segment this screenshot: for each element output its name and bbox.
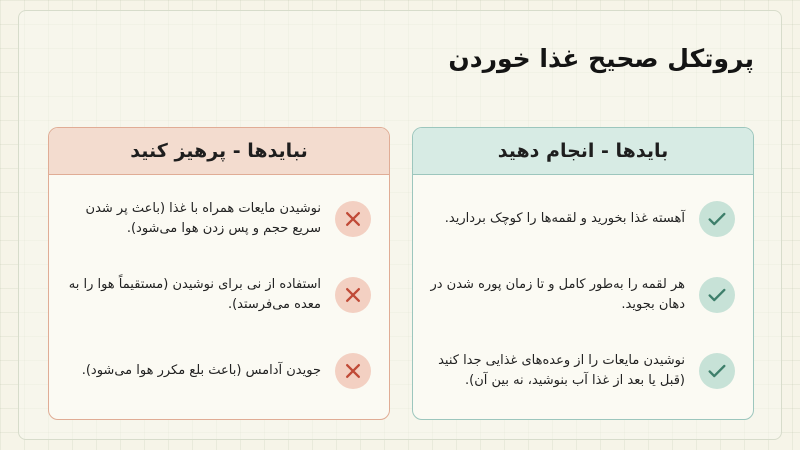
donts-item <box>63 274 371 316</box>
dos-item <box>427 198 735 240</box>
check-icon <box>699 201 735 237</box>
check-icon <box>699 353 735 389</box>
dos-item-text: نوشیدن مایعات را از وعده‌های غذایی جدا کنید (قبل یا بعد از غذا آب بنوشید، نه بین آن). <box>438 353 685 388</box>
dos-item <box>427 350 735 392</box>
page-title: پروتکل صحیح غذا خوردن <box>448 44 754 73</box>
donts-panel-header: نبایدها - پرهیز کنید <box>49 128 389 175</box>
dos-item <box>427 274 735 316</box>
dos-panel-header: بایدها - انجام دهید <box>413 128 753 175</box>
donts-item <box>63 198 371 240</box>
x-icon <box>335 277 371 313</box>
dos-item-text: آهسته غذا بخورید و لقمه‌ها را کوچک بردارید. <box>444 211 685 226</box>
dos-list <box>413 175 753 392</box>
x-icon <box>335 353 371 389</box>
dos-panel <box>412 127 754 420</box>
donts-item-text: استفاده از نی برای نوشیدن (مستقیماً هوا را به معده می‌فرستد). <box>68 277 321 312</box>
donts-item <box>63 350 371 392</box>
donts-item-text: نوشیدن مایعات همراه با غذا (باعث پر شدن سریع حجم و پس زدن هوا می‌شود). <box>85 201 321 236</box>
donts-panel <box>48 127 390 420</box>
x-icon <box>335 201 371 237</box>
dos-item-text: هر لقمه را به‌طور کامل و تا زمان پوره شدن در دهان بجوید. <box>430 277 685 312</box>
donts-list <box>49 175 389 392</box>
check-icon <box>699 277 735 313</box>
donts-item-text: جویدن آدامس (باعث بلع مکرر هوا می‌شود). <box>81 363 321 378</box>
